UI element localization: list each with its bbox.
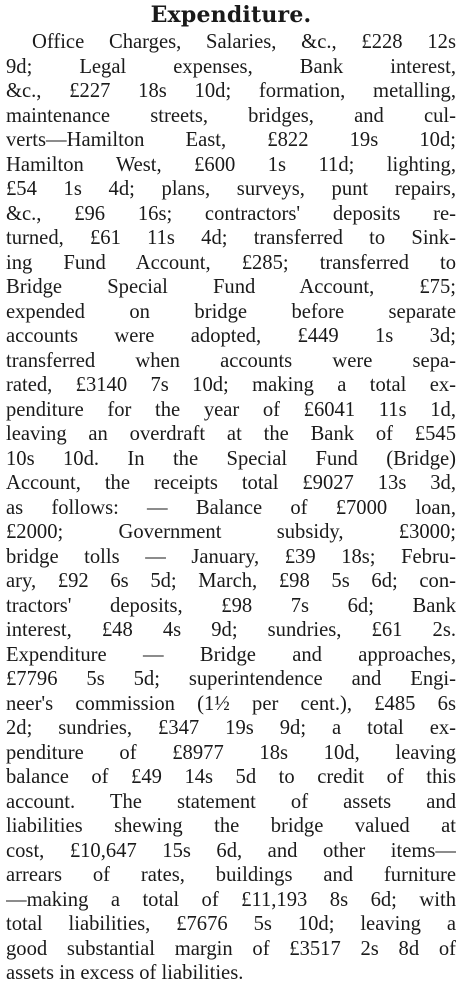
article-line: account. The statement of assets and — [6, 790, 456, 813]
article-line: ing Fund Account, £285; transferred to — [6, 251, 456, 274]
article-line: penditure of £8977 18s 10d, leaving — [6, 741, 456, 764]
article-line: interest, £48 4s 9d; sundries, £61 2s. — [6, 619, 456, 641]
article-line: rated, £3140 7s 10d; making a total ex- — [6, 374, 456, 396]
article-line: assets in excess of liabilities. — [6, 962, 244, 984]
article-line: 10s 10d. In the Special Fund (Bridge) — [6, 447, 456, 470]
article-heading: Expenditure. — [150, 2, 312, 28]
article-line: —making a total of £11,193 8s 6d; with — [6, 888, 456, 911]
article-line: 2d; sundries, £347 19s 9d; a total ex- — [6, 717, 456, 739]
article-line: arrears of rates, buildings and furniture — [6, 864, 456, 886]
newspaper-article — [6, 2, 456, 986]
article-line: transferred when accounts were sepa- — [6, 349, 456, 372]
article-line: balance of £49 14s 5d to credit of this — [6, 766, 456, 788]
article-line: as follows: — Balance of £7000 loan, — [6, 496, 456, 519]
article-line: Bridge Special Fund Account, £75; — [6, 276, 456, 298]
article-line: 9d; Legal expenses, Bank interest, — [6, 55, 456, 78]
article-line: verts—Hamilton East, £822 19s 10d; — [6, 129, 456, 151]
article-line: &c., £96 16s; contractors' deposits re- — [6, 202, 456, 225]
article-line: Expenditure — Bridge and approaches, — [6, 643, 456, 666]
article-line: £7796 5s 5d; superintendence and Engi- — [6, 668, 456, 690]
article-line: Office Charges, Salaries, &c., £228 12s — [32, 31, 456, 53]
article-line: £54 1s 4d; plans, surveys, punt repairs, — [6, 178, 456, 200]
article-line: cost, £10,647 15s 6d, and other items— — [6, 839, 456, 862]
article-line: good substantial margin of £3517 2s 8d of — [6, 937, 456, 960]
article-body — [6, 30, 456, 986]
article-line: £2000; Government subsidy, £3000; — [6, 521, 456, 543]
article-line: Hamilton West, £600 1s 11d; lighting, — [6, 153, 456, 176]
article-line: &c., £227 18s 10d; formation, metalling, — [6, 80, 456, 102]
article-line: total liabilities, £7676 5s 10d; leaving a — [6, 913, 456, 935]
article-line: penditure for the year of £6041 11s 1d, — [6, 398, 456, 421]
article-line: liabilities shewing the bridge valued at — [6, 815, 456, 837]
article-line: Account, the receipts total £9027 13s 3d, — [6, 472, 456, 494]
article-line: leaving an overdraft at the Bank of £545 — [6, 423, 456, 445]
article-line: turned, £61 11s 4d; transferred to Sink- — [6, 227, 456, 249]
article-line: neer's commission (1½ per cent.), £485 6s — [6, 692, 456, 715]
article-line: maintenance streets, bridges, and cul- — [6, 104, 456, 127]
article-line: tractors' deposits, £98 7s 6d; Bank — [6, 594, 456, 617]
article-line: accounts were adopted, £449 1s 3d; — [6, 325, 456, 347]
article-line: bridge tolls — January, £39 18s; Febru- — [6, 545, 456, 568]
article-line: expended on bridge before separate — [6, 300, 456, 323]
article-line: ary, £92 6s 5d; March, £98 5s 6d; con- — [6, 570, 456, 592]
